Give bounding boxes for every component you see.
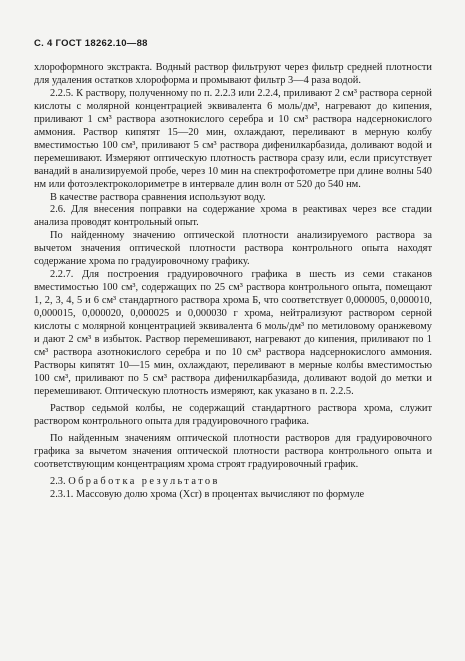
document-body [34,62,432,501]
paragraph-2-3-1: 2.3.1. Массовую долю хрома (Xcr) в процентах вычисляют по формуле [50,488,365,500]
paragraph-calibration-graph: По найденным значениям оптической плотности растворов для градуировочного графика за вычетом значения оптической плотности раствора контрольного опыта и соответствующим концентрациям хрома строят градуировочный график. [34,432,432,470]
section-title: Обработка результатов [68,475,220,487]
paragraph-extract-end: хлороформного экстракта. Водный раствор фильтруют через фильтр средней плотности для удаления остатков хлороформа и промывают фильтр 3—4 раза водой. [34,62,432,86]
paragraph-reference-solution: В качестве раствора сравнения используют воду. [50,191,266,203]
page-header: С. 4 ГОСТ 18262.10—88 [34,38,148,49]
section-heading [34,476,432,489]
paragraph-seventh-flask: Раствор седьмой колбы, не содержащий стандартного раствора хрома, служит раствором контрольного опыта для градуировочного графика. [34,402,432,427]
paragraph-2-6: 2.6. Для внесения поправки на содержание хрома в реактивах через все стадии анализа проводят контрольный опыт. [34,204,432,229]
section-number: 2.3. [50,475,66,487]
paragraph-2-2-5: 2.2.5. К раствору, полученному по п. 2.2.3 или 2.2.4, приливают 2 см³ раствора серной кислоты с молярной концентрацией эквивалента 6 моль/дм³, нагревают до кипения, приливают 1 см³ раствора азотнокислого серебра и 10 см³ раствора надсернокислого аммония. Раствор кипятят 15—20 мин, охлаждают, переливают в мерную колбу вместимостью 100 см³, приливают 5 см³ раствора дифенилкарбазида, доливают водой и перемешивают. Измеряют оптическую плотность раствора сразу или, если присутствует ванадий в анализируемой пробе, через 10 мин на спектрофотометре при длине волны 540 нм или фотоэлектроколориметре в интервале длин волн от 520 до 540 нм. [34,87,432,190]
paragraph-control-result: По найденному значению оптической плотности анализируемого раствора за вычетом значения оптической плотности раствора контрольного опыта находят содержание хрома по градуировочному графику. [34,230,432,268]
paragraph-2-2-7: 2.2.7. Для построения градуировочного графика в шесть из семи стаканов вместимостью 100 см³, содержащих по 25 см³ раствора контрольного опыта, помещают 1, 2, 3, 4, 5 и 6 см³ стандартного раствора хрома Б, что соответствует 0,000005, 0,000010, 0,000015, 0,000020, 0,000025 и 0,000030 г хрома, нейтрализуют раствором серной кислоты с молярной концентрацией эквивалента 6 моль/дм³ по метиловому оранжевому и дают 2 см³ в избыток. Раствор перемешивают, нагревают до кипения, приливают по 1 см³ раствора азотнокислого серебра и по 10 см³ раствора надсернокислого аммония. Растворы кипятят 10—15 мин, охлаждают, переливают в мерные колбы вместимостью 100 см³, приливают по 5 см³ раствора дифенилкарбазида, доливают водой до метки и перемешивают. Оптическую плотность измеряют, как указано в п. 2.2.5. [34,269,432,397]
